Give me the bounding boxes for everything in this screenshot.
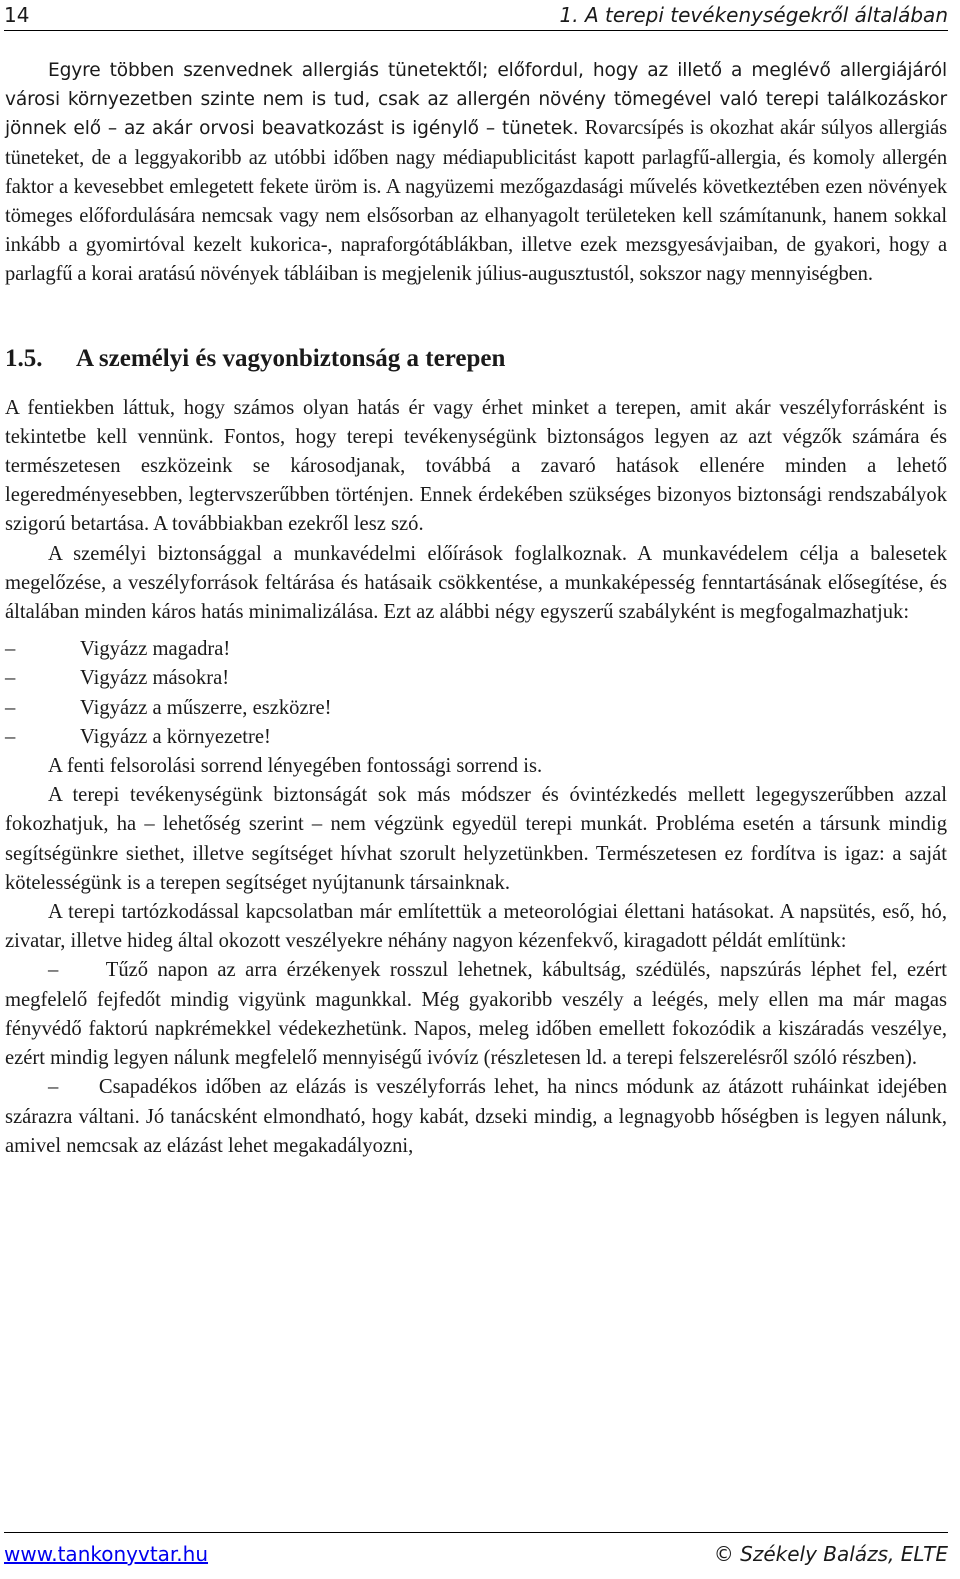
section-title: A személyi és vagyonbiztonság a terepen — [76, 344, 506, 372]
allergy-paragraph — [5, 56, 947, 290]
dash-marker: – — [5, 638, 16, 661]
paragraph-weather: A terepi tartózkodással kapcsolatban már említettük a meteorológiai élettani hatásokat. A napsütés, eső, hó, zivatar, illetve hideg által okozott veszélyekre néhány nagyon kézenfekvő, kiragadott példát említünk: — [5, 901, 947, 953]
rule-text: Vigyázz magadra! — [80, 638, 231, 661]
list-item — [5, 723, 947, 752]
dash-marker: – — [48, 959, 59, 982]
page-footer — [4, 1532, 948, 1573]
weather-item-rain — [5, 1073, 947, 1161]
list-item — [5, 664, 947, 693]
priority-note: A fenti felsorolási sorrend lényegében fontossági sorrend is. — [48, 755, 543, 778]
paragraph-work-safety: A személyi biztonsággal a munkavédelmi előírások foglalkoznak. A munkavédelem célja a balesetek megelőzése, a veszélyforrások feltárása és hatásaik csökkentése, a munkaképesség fenntartásának elősegítése, és általában minden káros hatás minimalizálása. Ezt az alábbi négy egyszerű szabályként is megfogalmazhatjuk: — [5, 542, 947, 624]
website-link[interactable]: www.tankonyvtar.hu — [4, 1542, 209, 1566]
allergy-text-2: Rovarcsípés is okozhat akár súlyos allergiás tüneteket, de a leggyakoribb az utóbbi időben nagy médiapublicitást kapott parlagfű-allergia, és komoly allergén faktor a kevesebbet emlegetett fekete üröm is. — [5, 117, 947, 198]
copyright-notice: © Székely Balázs, ELTE — [713, 1542, 948, 1566]
allergy-text-1: Egyre többen szenvednek allergiás tünetektől; előfordul, hogy az illető a meglévő allergiájáról városi környezetben szinte nem is tud, csak az allergén növény tömegével való terepi találkozáskor jönnek elő – az akár orvosi beavatkozást is igénylő – tünetek. — [5, 60, 947, 140]
section-heading — [5, 344, 947, 374]
paragraph-teamwork: A terepi tevékenységünk biztonságát sok más módszer és óvintézkedés mellett legegyszerűbben azzal fokozhatjuk, ha – lehetőség szerint – nem végzünk egyedül terepi munkát. Probléma esetén a társunk mindig segítségünkre siethet, illetve segítséget hívhat szorult helyzetünkben. Természetesen ez fordítva is igaz: a saját kötelességünk is a terepen segítséget nyújtanunk társainknak. — [5, 784, 947, 894]
weather-item-sun — [5, 956, 947, 1073]
chapter-title: 1. A terepi tevékenységekről általában — [559, 3, 948, 27]
rule-text: Vigyázz a műszerre, eszközre! — [80, 696, 332, 719]
paragraph-hazards: A fentiekben láttuk, hogy számos olyan hatás ér vagy érhet minket a terepen, amit akár veszélyforrásként is tekintetbe kell vennünk. Fontos, hogy terepi tevékenységünk biztonságos legyen az azt végzők számára és természetesen eszközeink se károsodjanak, továbbá a zavaró hatások ellenére minden a lehető legeredményesebben, legtervszerűbben történjen. Ennek érdekében szükséges bizonyos biztonsági rendszabályok szigorú betartása. A továbbiakban ezekről lesz szó. — [5, 396, 947, 536]
dash-marker: – — [5, 696, 16, 719]
list-item — [5, 635, 947, 664]
allergy-text-3: A nagyüzemi mezőgazdasági művelés következtében ezen növények tömeges előfordulására nemcsak vagy nem elsősorban az elhanyagolt területeken kell számítanunk, hanem sokkal inkább a gyomirtóval kezelt kukorica-, napraforgótáblákban, illetve ezek mezsgyesávjaiban, de gyakori, hogy a parlagfű a korai aratású növények tábláiban is megjelenik július-augusztustól, sokszor nagy mennyiségben. — [5, 175, 947, 286]
section-number: 1.5. — [5, 344, 43, 372]
dash-marker: – — [5, 667, 16, 690]
page-header — [4, 0, 948, 31]
page-body — [5, 56, 947, 1161]
list-item — [5, 694, 947, 723]
weather-item-text: Csapadékos időben az elázás is veszélyforrás lehet, ha nincs módunk az átázott ruháinkat idejében szárazra váltani. Jó tanácsként elmondható, hogy kabát, dzseki mindig, a legnagyobb hőségben is legyen nálunk, amivel nemcsak az elázást lehet megakadályozni, — [5, 1076, 947, 1157]
rule-text: Vigyázz a környezetre! — [80, 725, 271, 748]
safety-rules-list — [5, 635, 947, 752]
dash-marker: – — [5, 725, 16, 748]
rule-text: Vigyázz másokra! — [80, 667, 230, 690]
weather-item-text: Tűző napon az arra érzékenyek rosszul lehetnek, kábultság, szédülés, napszúrás léphet fel, ezért megfelelő fejfedőt mindig vigyünk magunkkal. Még gyakoribb veszély a leégés, mely ellen ma már magas fényvédő faktorú napkrémekkel védekezhetünk. Napos, meleg időben emellett fokozódik a kiszáradás veszélye, ezért mindig legyen nálunk megfelelő mennyiségű ivóvíz (részletesen ld. a terepi felszerelésről szóló részben). — [5, 959, 947, 1070]
page-number: 14 — [4, 3, 30, 27]
dash-marker: – — [48, 1076, 59, 1099]
